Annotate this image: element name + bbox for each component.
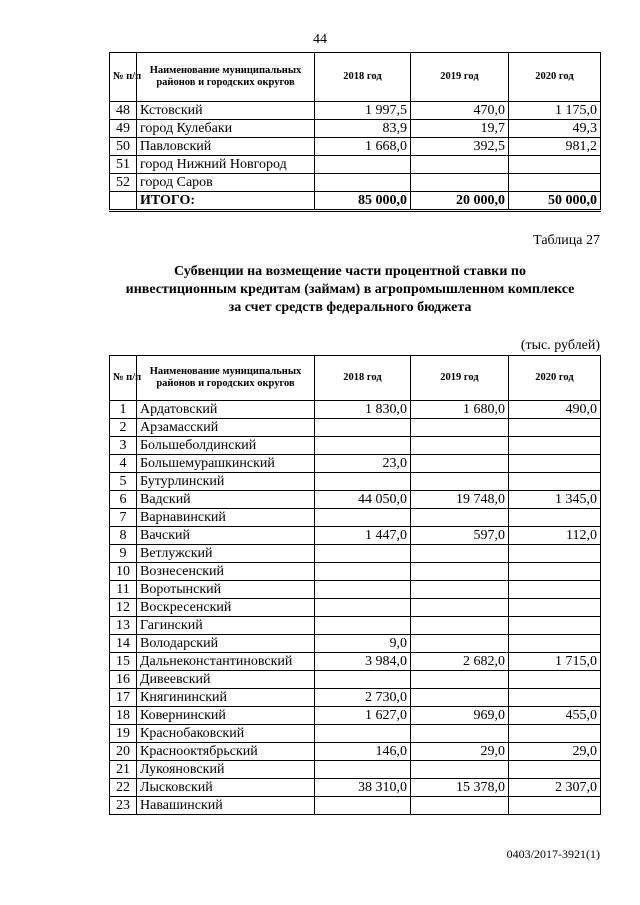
row-number: 9 (110, 545, 137, 563)
table-row (110, 725, 601, 743)
value-2018 (315, 599, 411, 617)
value-2020 (509, 581, 601, 599)
value-2018 (315, 761, 411, 779)
row-name: город Нижний Новгород (137, 156, 315, 174)
table-row (110, 491, 601, 509)
table-row (110, 671, 601, 689)
header-2019: 2019 год (411, 53, 509, 102)
row-name: Вадский (137, 491, 315, 509)
value-2018 (315, 545, 411, 563)
table-row (110, 689, 601, 707)
value-2019: 2 682,0 (411, 653, 509, 671)
units-note: (тыс. рублей) (520, 338, 600, 353)
row-name: Вачский (137, 527, 315, 545)
row-number: 16 (110, 671, 137, 689)
value-2018: 146,0 (315, 743, 411, 761)
table-title (60, 263, 640, 317)
header-2018: 2018 год (315, 53, 411, 102)
table-row (110, 797, 601, 815)
row-number: 12 (110, 599, 137, 617)
row-number: 4 (110, 455, 137, 473)
value-2020 (509, 545, 601, 563)
table-row (110, 437, 601, 455)
row-name: Володарский (137, 635, 315, 653)
value-2019 (411, 509, 509, 527)
value-2020: 455,0 (509, 707, 601, 725)
value-2018: 38 310,0 (315, 779, 411, 797)
value-2018: 1 830,0 (315, 401, 411, 419)
value-2019: 19,7 (411, 120, 509, 138)
table-title-line: инвестиционным кредитам (займам) в агропромышленном комплексе (125, 282, 575, 297)
value-2018 (315, 725, 411, 743)
row-name: Дивеевский (137, 671, 315, 689)
table-row (110, 563, 601, 581)
total-empty-cell (110, 192, 137, 211)
header-num: № п/п (110, 53, 137, 102)
row-name: Лысковский (137, 779, 315, 797)
table-title-line: за счет средств федерального бюджета (228, 300, 472, 315)
value-2020 (509, 599, 601, 617)
table-row (110, 455, 601, 473)
value-2019 (411, 599, 509, 617)
value-2018: 1 627,0 (315, 707, 411, 725)
value-2018: 83,9 (315, 120, 411, 138)
value-2018 (315, 419, 411, 437)
value-2018 (315, 563, 411, 581)
row-number: 20 (110, 743, 137, 761)
value-2019 (411, 671, 509, 689)
value-2019 (411, 761, 509, 779)
table-row (110, 527, 601, 545)
row-number: 10 (110, 563, 137, 581)
value-2020 (509, 419, 601, 437)
value-2018: 23,0 (315, 455, 411, 473)
value-2019 (411, 635, 509, 653)
row-name: Ковернинский (137, 707, 315, 725)
document-code: 0403/2017-3921(1) (506, 847, 600, 861)
value-2018 (315, 617, 411, 635)
row-name: Краснооктябрьский (137, 743, 315, 761)
row-number: 13 (110, 617, 137, 635)
value-2018: 1 997,5 (315, 102, 411, 120)
header-2020: 2020 год (509, 53, 601, 102)
table-row (110, 102, 601, 120)
value-2020 (509, 156, 601, 174)
row-name: Варнавинский (137, 509, 315, 527)
value-2018 (315, 473, 411, 491)
row-number: 15 (110, 653, 137, 671)
value-2019 (411, 419, 509, 437)
row-number: 14 (110, 635, 137, 653)
table-row (110, 617, 601, 635)
header-2019: 2019 год (411, 356, 509, 401)
header-name: Наименование муниципальных районов и городских округов (137, 356, 315, 401)
header-2020: 2020 год (509, 356, 601, 401)
value-2020 (509, 455, 601, 473)
table-row (110, 509, 601, 527)
header-name: Наименование муниципальных районов и городских округов (137, 53, 315, 102)
table-body (110, 102, 601, 211)
value-2019: 19 748,0 (411, 491, 509, 509)
value-2019 (411, 725, 509, 743)
row-name: Арзамасский (137, 419, 315, 437)
value-2020 (509, 689, 601, 707)
total-2019: 20 000,0 (411, 192, 509, 211)
table-row (110, 156, 601, 174)
value-2019 (411, 563, 509, 581)
value-2020 (509, 563, 601, 581)
value-2018: 1 668,0 (315, 138, 411, 156)
subsidies-table (109, 355, 601, 815)
total-2020: 50 000,0 (509, 192, 601, 211)
table-row (110, 599, 601, 617)
row-number: 49 (110, 120, 137, 138)
table-row (110, 174, 601, 192)
value-2020: 1 175,0 (509, 102, 601, 120)
value-2018 (315, 581, 411, 599)
row-number: 22 (110, 779, 137, 797)
header-2018: 2018 год (315, 356, 411, 401)
total-row (110, 192, 601, 211)
table-row (110, 120, 601, 138)
value-2019: 1 680,0 (411, 401, 509, 419)
row-name: Дальнеконстантиновский (137, 653, 315, 671)
row-number: 8 (110, 527, 137, 545)
value-2020 (509, 671, 601, 689)
value-2020 (509, 761, 601, 779)
row-number: 17 (110, 689, 137, 707)
table-row (110, 138, 601, 156)
row-name: Гагинский (137, 617, 315, 635)
value-2019: 470,0 (411, 102, 509, 120)
table-row (110, 761, 601, 779)
value-2020 (509, 635, 601, 653)
value-2020: 981,2 (509, 138, 601, 156)
value-2019 (411, 797, 509, 815)
value-2020 (509, 797, 601, 815)
value-2019 (411, 581, 509, 599)
row-name: Княгининский (137, 689, 315, 707)
value-2019 (411, 156, 509, 174)
value-2020: 29,0 (509, 743, 601, 761)
row-name: Вознесенский (137, 563, 315, 581)
table-row (110, 545, 601, 563)
value-2018: 44 050,0 (315, 491, 411, 509)
value-2018 (315, 671, 411, 689)
value-2020: 112,0 (509, 527, 601, 545)
value-2019: 29,0 (411, 743, 509, 761)
row-name: Большемурашкинский (137, 455, 315, 473)
page-number: 44 (313, 32, 327, 47)
row-number: 7 (110, 509, 137, 527)
value-2020 (509, 437, 601, 455)
row-name: Краснобаковский (137, 725, 315, 743)
value-2020: 490,0 (509, 401, 601, 419)
table-row (110, 473, 601, 491)
table-row (110, 743, 601, 761)
value-2019: 15 378,0 (411, 779, 509, 797)
value-2018 (315, 156, 411, 174)
value-2018: 1 447,0 (315, 527, 411, 545)
row-name: Павловский (137, 138, 315, 156)
row-name: город Кулебаки (137, 120, 315, 138)
value-2020: 2 307,0 (509, 779, 601, 797)
value-2019 (411, 545, 509, 563)
value-2019: 969,0 (411, 707, 509, 725)
value-2018: 2 730,0 (315, 689, 411, 707)
table-number: Таблица 27 (533, 233, 600, 248)
value-2019: 392,5 (411, 138, 509, 156)
row-number: 51 (110, 156, 137, 174)
value-2019 (411, 174, 509, 192)
table-row (110, 707, 601, 725)
value-2018 (315, 437, 411, 455)
table-title-line: Субвенции на возмещение части процентной ставки по (174, 264, 526, 279)
value-2018: 3 984,0 (315, 653, 411, 671)
header-num: № п/п (110, 356, 137, 401)
row-number: 21 (110, 761, 137, 779)
total-2018: 85 000,0 (315, 192, 411, 211)
total-label: ИТОГО: (137, 192, 315, 211)
row-name: Большеболдинский (137, 437, 315, 455)
value-2019: 597,0 (411, 527, 509, 545)
subsidies-table-continued (109, 52, 601, 212)
value-2020: 1 715,0 (509, 653, 601, 671)
value-2019 (411, 437, 509, 455)
row-number: 18 (110, 707, 137, 725)
value-2019 (411, 455, 509, 473)
row-name: Бутурлинский (137, 473, 315, 491)
table-row (110, 779, 601, 797)
table-row (110, 419, 601, 437)
value-2020 (509, 725, 601, 743)
value-2019 (411, 689, 509, 707)
table-row (110, 581, 601, 599)
row-number: 2 (110, 419, 137, 437)
row-number: 52 (110, 174, 137, 192)
row-number: 11 (110, 581, 137, 599)
value-2019 (411, 617, 509, 635)
value-2018 (315, 174, 411, 192)
value-2018 (315, 509, 411, 527)
row-name: город Саров (137, 174, 315, 192)
row-number: 23 (110, 797, 137, 815)
value-2020 (509, 617, 601, 635)
table-row (110, 401, 601, 419)
value-2020 (509, 509, 601, 527)
row-number: 19 (110, 725, 137, 743)
row-name: Кстовский (137, 102, 315, 120)
value-2018 (315, 797, 411, 815)
row-name: Лукояновский (137, 761, 315, 779)
row-number: 48 (110, 102, 137, 120)
row-name: Ардатовский (137, 401, 315, 419)
value-2020: 49,3 (509, 120, 601, 138)
row-number: 5 (110, 473, 137, 491)
value-2020 (509, 174, 601, 192)
row-name: Воскресенский (137, 599, 315, 617)
value-2020: 1 345,0 (509, 491, 601, 509)
table-row (110, 635, 601, 653)
value-2020 (509, 473, 601, 491)
table-row (110, 653, 601, 671)
table-body (110, 401, 601, 815)
row-name: Навашинский (137, 797, 315, 815)
row-number: 6 (110, 491, 137, 509)
row-name: Воротынский (137, 581, 315, 599)
row-number: 1 (110, 401, 137, 419)
value-2019 (411, 473, 509, 491)
row-name: Ветлужский (137, 545, 315, 563)
row-number: 3 (110, 437, 137, 455)
value-2018: 9,0 (315, 635, 411, 653)
row-number: 50 (110, 138, 137, 156)
